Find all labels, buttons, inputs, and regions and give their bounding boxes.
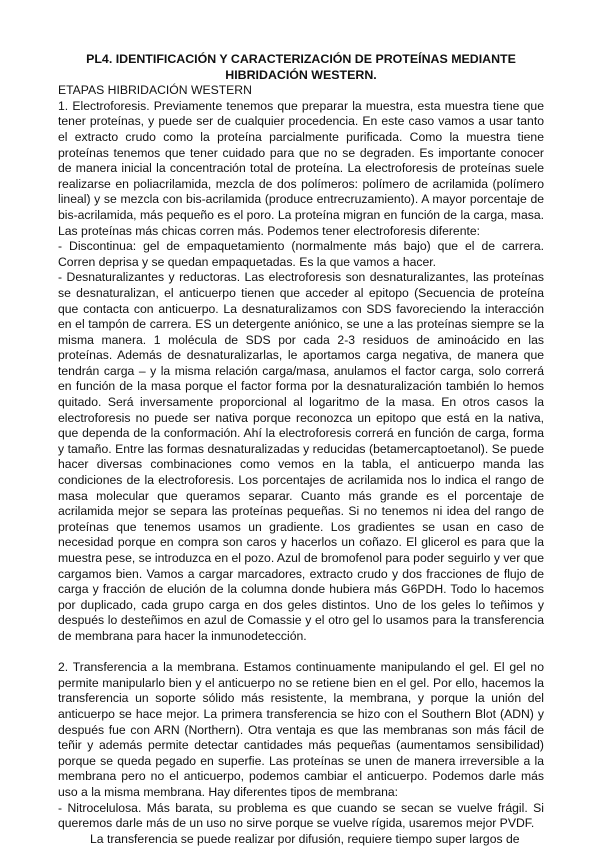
paragraph-difusion: La transferencia se puede realizar por difusión, requiere tiempo super largos de	[90, 831, 520, 846]
paragraph-discontinua: - Discontinua: gel de empaquetamiento (normalmente más bajo) que el de carrera. Corren deprisa y se quedan empaquetadas. Es la que vamos a hacer.	[58, 239, 544, 269]
paragraph-transferencia: 2. Transferencia a la membrana. Estamos continuamente manipulando el gel. El gel no permite manipularlo bien y el anticuerpo no se retiene bien en el gel. Por ello, hacemos la transferencia un soporte sólido más resistente, la membrana, y porque la unión del anticuerpo se hace mejor. La primera transferencia se hizo con el Southern Blot (ADN) y después fue con ARN (Northern). Otra ventaja es que las membranas son más fácil de teñir y además permite detectar cantidades más pequeñas (aumentamos sensibilidad) porque se queda pegado en superfie. Las proteínas se unen de manera irreversible a la membrana pero no el anticuerpo, podemos cambiar el anticuerpo. Podemos darle más uso a la misma membrana. Hay diferentes tipos de membrana:	[58, 660, 544, 799]
document-page	[58, 52, 544, 847]
paragraph-electroforesis: 1. Electroforesis. Previamente tenemos que preparar la muestra, esta muestra tiene que tener proteínas, y puede ser de cualquier procedencia. En este caso vamos a usar tanto el extracto crudo como la proteína parcialmente purificada. Como la muestra tiene proteínas tenemos que tener cuidado para que no se degraden. Es importante conocer de manera inicial la concentración total de proteína. La electroforesis de proteínas suele realizarse en poliacrilamida, mezcla de dos polímeros: polímero de acrilamida (polímero lineal) y se mezcla con bis-acrilamida (produce entrecruzamiento). A mayor porcentaje de bis-acrilamida, más pequeño es el poro. La proteína migran en función de la carga, masa. Las proteínas más chicas corren más. Podemos tener electroforesis diferente:	[58, 98, 544, 238]
section-heading: ETAPAS HIBRIDACIÓN WESTERN	[58, 83, 252, 98]
document-title: PL4. IDENTIFICACIÓN Y CARACTERIZACIÓN DE PROTEÍNAS MEDIANTE HIBRIDACIÓN WESTERN.	[86, 52, 516, 82]
paragraph-desnaturalizantes: - Desnaturalizantes y reductoras. Las electroforesis son desnaturalizantes, las proteínas se desnaturalizan, el anticuerpo tienen que acceder al epitopo (Secuencia de proteína que contacta con anticuerpo. La desnaturalizamos con SDS favoreciendo la interacción en el tampón de carrera. ES un detergente aniónico, se une a las proteínas siempre se la misma manera. 1 molécula de SDS por cada 2-3 residuos de aminoácido en las proteínas. Además de desnaturalizarlas, le aportamos carga negativa, de manera que tendrán carga – y la misma relación carga/masa, anulamos el factor carga, solo correrá en función de la masa porque el factor forma por la desnaturalización también lo hemos quitado. Será inversamente proporcional al logaritmo de la masa. En otros casos la electroforesis no puede ser nativa porque reconozca un epitopo que está en la nativa, que dependa de la conformación. Ahí la electroforesis correrá en función de carga, forma y tamaño. Entre las formas desnaturalizadas y reducidas (betamercaptoetanol). Se puede hacer diversas combinaciones como vemos en la tabla, el anticuerpo manda las condiciones de la electroforesis. Los porcentajes de acrilamida nos lo indica el rango de masa molecular que queramos separar. Cuanto más grande es el porcentaje de acrilamida mejor se separa las proteínas pequeñas. Si no tenemos ni idea del rango de proteínas que tenemos usamos un gradiente. Los gradientes se usan en caso de necesidad porque en compra son caros y hacerlos un coñazo. El glicerol es para que la muestra pese, se introduzca en el pozo. Azul de bromofenol para poder seguirlo y ver que cargamos bien. Vamos a cargar marcadores, extracto crudo y dos fracciones de flujo de carga y fracción de elución de la columna donde hubiera más G6PDH. Todo lo hacemos por duplicado, cada grupo carga en dos geles distintos. Uno de los geles lo teñimos y después lo desteñimos en azul de Comassie y el otro gel lo usamos para la transferencia de membrana para hacer la inmunodetección.	[58, 270, 544, 643]
paragraph-nitrocelulosa: - Nitrocelulosa. Más barata, su problema es que cuando se secan se vuelve frágil. Si queremos darle más de un uso no sirve porque se vuelve rígida, usaremos mejor PVDF.	[58, 800, 544, 831]
paragraph-gap	[58, 645, 544, 661]
